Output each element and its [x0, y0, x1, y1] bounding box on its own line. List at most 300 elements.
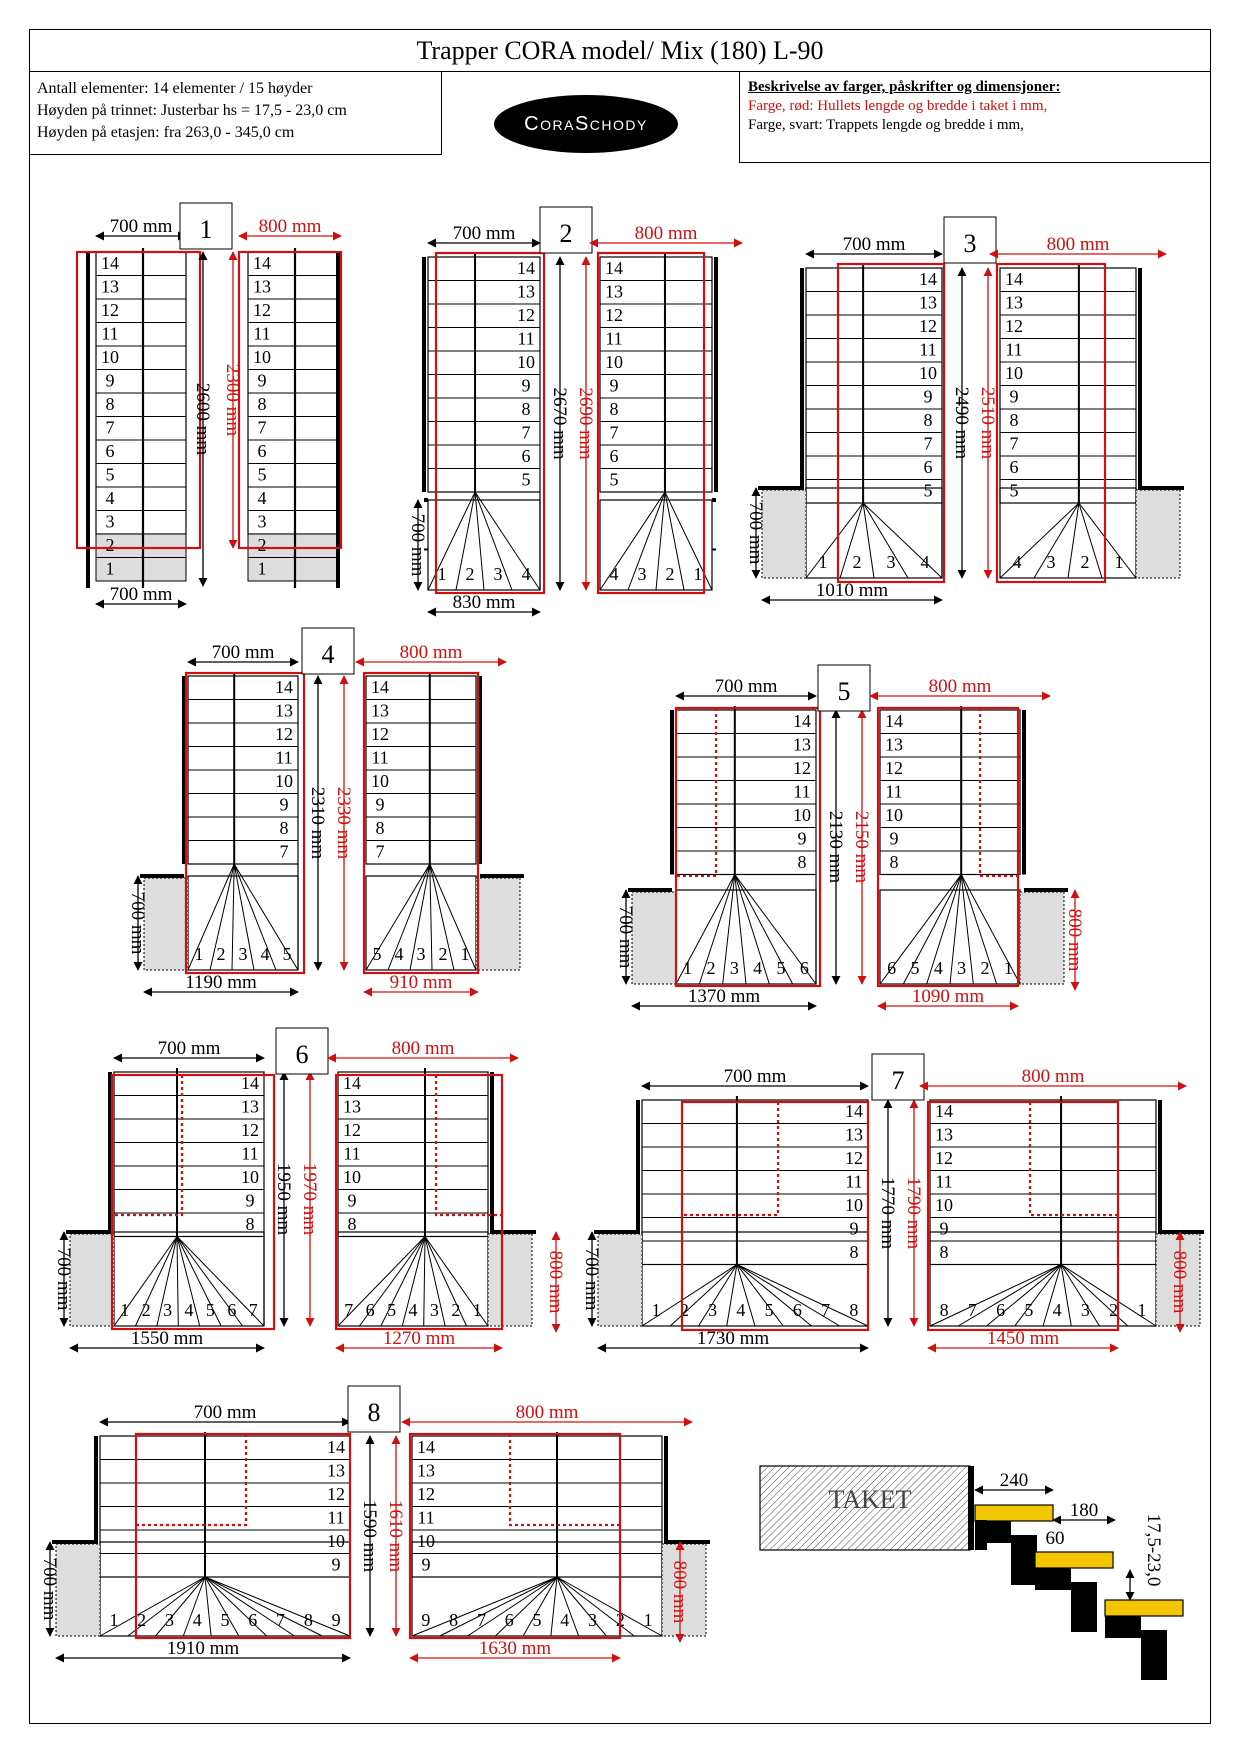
m3-b-winder	[1068, 503, 1079, 578]
m7-b-column	[930, 1100, 1156, 1265]
model-4	[127, 628, 524, 993]
dim-180-text: 180	[1069, 1500, 1099, 1521]
m5-b-tread-5: 5	[910, 958, 920, 978]
m5-a-base	[676, 890, 816, 984]
m5-stair-w-text: 1370 mm	[687, 986, 761, 1007]
m5-hole-len-text: 2150 mm	[851, 810, 872, 884]
m4-a-tread-12: 12	[275, 723, 293, 744]
m5-a-tread-1: 1	[683, 958, 693, 978]
m1-a-tread-12: 12	[101, 299, 119, 320]
m6-a-tread-12: 12	[241, 1119, 259, 1140]
m8-a-tread-4: 4	[192, 1610, 202, 1630]
m3-a-tread-14: 14	[919, 268, 937, 289]
m6-a-tread-4: 4	[184, 1300, 194, 1320]
m8-b-tread-10: 10	[417, 1530, 435, 1551]
m8-a-tread-10: 10	[327, 1530, 345, 1551]
m8-hole-wb-text: 1630 mm	[478, 1638, 552, 1659]
m2-b-tread-14: 14	[605, 257, 623, 278]
m6-a-tread-10: 10	[241, 1166, 259, 1187]
m8-a-tread-14: 14	[327, 1436, 345, 1457]
m6-a-grey	[70, 1234, 114, 1326]
m5-number: 5	[837, 677, 851, 706]
m4-b-tread-13: 13	[371, 700, 389, 721]
m5-b-base	[880, 890, 1020, 984]
m6-a-tread-9: 9	[245, 1190, 255, 1211]
m7-a-tread-5: 5	[764, 1300, 774, 1320]
m1-a-tread-13: 13	[101, 276, 119, 297]
m1-b-tread-4: 4	[257, 487, 267, 508]
m4-number: 4	[321, 640, 335, 669]
m6-b-tread-2: 2	[451, 1300, 461, 1320]
m4-b-tread-1: 1	[460, 944, 470, 964]
m6-b-tread-1: 1	[472, 1300, 482, 1320]
m3-stair-w-text: 1010 mm	[815, 580, 889, 601]
m3-b-winder	[1034, 503, 1079, 578]
step-tread-1	[975, 1505, 1053, 1521]
m5-a-tread-10: 10	[793, 804, 811, 825]
m8-b-tread-6: 6	[504, 1610, 514, 1630]
m8-a-tread-1: 1	[109, 1610, 119, 1630]
m7-a-tread-13: 13	[845, 1124, 863, 1145]
step-tread-3	[1105, 1600, 1183, 1616]
m2-b-tread-2: 2	[665, 564, 675, 584]
m2-b-tread-10: 10	[605, 351, 623, 372]
m2-b-winder	[656, 492, 665, 590]
m8-hole-a-dotted	[136, 1434, 246, 1525]
m2-b-tread-5: 5	[609, 469, 619, 490]
m7-hole-w-text: 800 mm	[1021, 1066, 1085, 1087]
m3-a-tread-11: 11	[919, 339, 937, 360]
m1-b-tread-3: 3	[257, 511, 267, 532]
m2-a-tread-2: 2	[465, 564, 475, 584]
m4-a-tread-7: 7	[279, 841, 289, 862]
m5-a-tread-6: 6	[799, 958, 809, 978]
m2-b-tread-13: 13	[605, 281, 623, 302]
m1-b-tread-14: 14	[253, 252, 271, 273]
m1-b-tread-7: 7	[257, 417, 267, 438]
m6-b-tread-11: 11	[343, 1143, 361, 1164]
m6-b-tread-3: 3	[429, 1300, 439, 1320]
step-tread-2	[1035, 1552, 1113, 1568]
m6-a-tread-6: 6	[227, 1300, 237, 1320]
model-6	[53, 1028, 566, 1349]
m6-b-tread-12: 12	[343, 1119, 361, 1140]
m2-hole-w-text: 800 mm	[634, 223, 698, 244]
m3-b-tread-13: 13	[1005, 292, 1023, 313]
page-title: Trapper CORA model/ Mix (180) L-90	[29, 29, 1211, 72]
m2-a-tread-9: 9	[521, 375, 531, 396]
m7-a-tread-4: 4	[736, 1300, 746, 1320]
model-2	[407, 207, 742, 613]
m6-number: 6	[295, 1040, 309, 1069]
m6-side-700-text: 700 mm	[53, 1247, 74, 1311]
m7-stair-len-text: 1770 mm	[877, 1176, 898, 1250]
m8-b-tread-7: 7	[476, 1610, 486, 1630]
m2-hole-len-text: 2690 mm	[575, 387, 596, 460]
m5-b-tread-14: 14	[885, 710, 903, 731]
m3-a-tread-1: 1	[818, 552, 828, 572]
step-block-2	[1035, 1568, 1071, 1590]
m8-b-tread-8: 8	[449, 1610, 459, 1630]
m1-hole-len-text: 2300 mm	[222, 363, 243, 437]
m7-hole-len-text: 1790 mm	[903, 1176, 924, 1250]
m5-a-tread-4: 4	[753, 958, 763, 978]
m5-a-tread-5: 5	[776, 958, 786, 978]
m3-side-700-text: 700 mm	[745, 501, 766, 565]
m6-hole-wb-text: 1270 mm	[382, 1328, 456, 1349]
m8-b-tread-9: 9	[421, 1610, 431, 1630]
m5-b-tread-6: 6	[887, 958, 897, 978]
m8-hole-len-text: 1610 mm	[385, 1499, 406, 1573]
m1-a-tread-7: 7	[105, 417, 115, 438]
m3-b-tread-7: 7	[1009, 433, 1019, 454]
m4-a-tread-10: 10	[275, 770, 293, 791]
m4-stair-w-text: 1190 mm	[185, 972, 257, 993]
m5-b-tread-10: 10	[885, 804, 903, 825]
step-block-3	[1105, 1616, 1141, 1638]
m8-b-tread-13: 13	[417, 1460, 435, 1481]
m6-b-tread-4: 4	[408, 1300, 418, 1320]
legend-black: Farge, svart: Trappets lengde og bredde i mm,	[748, 117, 1024, 133]
m8-a-tread-6: 6	[248, 1610, 258, 1630]
m3-b-tread-8: 8	[1009, 409, 1019, 430]
m4-a-tread-1: 1	[194, 944, 204, 964]
m2-stair-len-text: 2670 mm	[549, 387, 570, 460]
m7-b-tread-1: 1	[1137, 1300, 1147, 1320]
m1-b-tread-9: 9	[257, 370, 267, 391]
m7-b-tread-2: 2	[1109, 1300, 1119, 1320]
m5-hole-w-text: 800 mm	[928, 676, 992, 697]
m6-stair-len-text: 1950 mm	[273, 1162, 294, 1236]
m3-hole-len-text: 2510 mm	[977, 386, 998, 460]
m5-b-tread-12: 12	[885, 757, 903, 778]
m8-hole-b-dotted	[510, 1434, 620, 1525]
m5-a-tread-14: 14	[793, 710, 811, 731]
m2-a-tread-7: 7	[521, 422, 531, 443]
m3-b-tread-9: 9	[1009, 386, 1019, 407]
m3-a-tread-4: 4	[920, 552, 930, 572]
m7-b-tread-12: 12	[935, 1147, 953, 1168]
m7-b-tread-4: 4	[1052, 1300, 1062, 1320]
m1-b-tread-2: 2	[257, 534, 267, 555]
m1-a-tread-1: 1	[105, 558, 115, 579]
m7-a-tread-3: 3	[708, 1300, 718, 1320]
dim-240-text: 240	[999, 1470, 1029, 1491]
m8-top-w-text: 700 mm	[193, 1402, 257, 1423]
m8-a-tread-5: 5	[220, 1610, 230, 1630]
m4-b-tread-11: 11	[371, 747, 389, 768]
m4-a-grey	[144, 878, 188, 970]
m4-b-grey	[476, 878, 520, 970]
model-7	[581, 1054, 1204, 1349]
m7-b-tread-11: 11	[935, 1171, 953, 1192]
m2-b-tread-12: 12	[605, 304, 623, 325]
m2-a-tread-11: 11	[517, 328, 535, 349]
m7-a-tread-8: 8	[849, 1241, 859, 1262]
m3-a-grey	[762, 490, 806, 578]
m5-side-800-text: 800 mm	[1064, 908, 1085, 972]
m6-a-tread-2: 2	[141, 1300, 151, 1320]
info-step-height: Høyden på trinnet: Justerbar hs = 17,5 - 23,0 cm	[37, 102, 347, 119]
m2-b-tread-7: 7	[609, 422, 619, 443]
m1-a-tread-9: 9	[105, 370, 115, 391]
m3-hole-w-text: 800 mm	[1046, 234, 1110, 255]
m7-hole-a-dotted	[682, 1102, 778, 1215]
m3-a-tread-12: 12	[919, 315, 937, 336]
m2-b-tread-11: 11	[605, 328, 623, 349]
step-post-1	[1011, 1535, 1037, 1585]
m6-b-winder	[424, 1237, 425, 1327]
m8-a-tread-7: 7	[276, 1610, 286, 1630]
m4-hole-wb-text: 910 mm	[389, 972, 453, 993]
m5-a-tread-12: 12	[793, 757, 811, 778]
m2-a-tread-8: 8	[521, 398, 531, 419]
m5-a-tread-3: 3	[729, 958, 739, 978]
m8-a-tread-11: 11	[327, 1507, 345, 1528]
m2-a-tread-6: 6	[521, 445, 531, 466]
m4-b-tread-10: 10	[371, 770, 389, 791]
m3-a-tread-3: 3	[886, 552, 896, 572]
m7-b-tread-3: 3	[1080, 1300, 1090, 1320]
step-post-2	[1071, 1582, 1097, 1632]
m8-a-winder	[205, 1577, 267, 1636]
m1-a-tread-10: 10	[101, 346, 119, 367]
m3-b-tread-10: 10	[1005, 362, 1023, 383]
m1-a-tread-11: 11	[101, 323, 119, 344]
m5-side-700-text: 700 mm	[615, 905, 636, 969]
m8-side-800-text: 800 mm	[669, 1560, 690, 1624]
m7-b-tread-14: 14	[935, 1100, 953, 1121]
m7-a-tread-11: 11	[845, 1171, 863, 1192]
m7-b-tread-6: 6	[996, 1300, 1006, 1320]
m6-hole-len-text: 1970 mm	[299, 1162, 320, 1236]
m8-number: 8	[367, 1398, 381, 1427]
m5-b-tread-2: 2	[980, 958, 990, 978]
m5-b-tread-4: 4	[933, 958, 943, 978]
m4-a-tread-5: 5	[282, 944, 292, 964]
m3-b-tread-2: 2	[1080, 552, 1090, 572]
m5-b-tread-13: 13	[885, 734, 903, 755]
m4-b-tread-4: 4	[394, 944, 404, 964]
m4-a-tread-2: 2	[216, 944, 226, 964]
m4-b-tread-14: 14	[371, 676, 389, 697]
m1-a-tread-5: 5	[105, 464, 115, 485]
m3-b-tread-4: 4	[1012, 552, 1022, 572]
dim-height-text: 17,5-23,0	[1143, 1513, 1164, 1587]
m7-a-winder	[737, 1265, 868, 1327]
m7-a-tread-14: 14	[845, 1100, 863, 1121]
m7-a-tread-12: 12	[845, 1147, 863, 1168]
m8-b-tread-4: 4	[560, 1610, 570, 1630]
m3-top-w-text: 700 mm	[842, 234, 906, 255]
m1-b-tread-12: 12	[253, 299, 271, 320]
m4-b-tread-8: 8	[375, 817, 385, 838]
m4-b-tread-9: 9	[375, 794, 385, 815]
m1-b-tread-5: 5	[257, 464, 267, 485]
m8-b-tread-5: 5	[532, 1610, 542, 1630]
m8-b-tread-12: 12	[417, 1483, 435, 1504]
m6-side-800-text: 800 mm	[545, 1250, 566, 1314]
m1-b-tread-1: 1	[257, 558, 267, 579]
m8-hole-b	[410, 1434, 620, 1638]
m7-a-tread-6: 6	[792, 1300, 802, 1320]
m5-b-tread-9: 9	[889, 828, 899, 849]
m2-b-tread-1: 1	[693, 564, 703, 584]
m6-a-tread-3: 3	[163, 1300, 173, 1320]
m8-stair-w-text: 1910 mm	[166, 1638, 240, 1659]
m2-a-tread-10: 10	[517, 351, 535, 372]
m3-a-tread-8: 8	[923, 409, 933, 430]
m1-a-tread-8: 8	[105, 393, 115, 414]
m5-a-tread-9: 9	[797, 828, 807, 849]
m6-b-tread-5: 5	[387, 1300, 397, 1320]
m5-b-grey	[1020, 892, 1064, 984]
m3-b-grey	[1136, 490, 1180, 578]
m2-a-tread-5: 5	[521, 469, 531, 490]
m5-b-tread-1: 1	[1003, 958, 1013, 978]
m7-a-tread-2: 2	[679, 1300, 689, 1320]
m6-a-winder	[177, 1237, 178, 1327]
m7-side-800-text: 800 mm	[1169, 1250, 1190, 1314]
ceiling-label: TAKET	[828, 1485, 912, 1514]
m4-a-tread-14: 14	[275, 676, 293, 697]
m6-b-tread-8: 8	[347, 1213, 357, 1234]
m7-b-tread-10: 10	[935, 1194, 953, 1215]
m6-top-w-text: 700 mm	[157, 1038, 221, 1059]
m6-a-tread-14: 14	[241, 1072, 259, 1093]
m1-top-w-text: 700 mm	[109, 216, 173, 237]
m6-a-tread-1: 1	[120, 1300, 130, 1320]
m4-side-700-text: 700 mm	[127, 891, 148, 955]
m3-b-tread-3: 3	[1046, 552, 1056, 572]
m3-a-tread-9: 9	[923, 386, 933, 407]
m8-a-tread-3: 3	[164, 1610, 174, 1630]
m4-b-tread-2: 2	[438, 944, 448, 964]
m1-stair-len-text: 2600 mm	[192, 382, 213, 456]
m6-b-tread-13: 13	[343, 1096, 361, 1117]
m1-b-tread-10: 10	[253, 346, 271, 367]
m7-a-column	[642, 1100, 868, 1265]
m4-stair-len-text: 2310 mm	[307, 786, 328, 860]
m8-stair-len-text: 1590 mm	[359, 1499, 380, 1573]
m7-a-tread-7: 7	[821, 1300, 831, 1320]
m2-a-tread-14: 14	[517, 257, 535, 278]
m4-top-w-text: 700 mm	[211, 642, 275, 663]
m3-stair-len-text: 2490 mm	[951, 386, 972, 460]
m4-a-tread-11: 11	[275, 747, 293, 768]
m3-a-tread-10: 10	[919, 362, 937, 383]
m6-b-grey	[488, 1234, 532, 1326]
m3-number: 3	[963, 229, 977, 258]
m1-a-tread-4: 4	[105, 487, 115, 508]
m8-b-tread-2: 2	[615, 1610, 625, 1630]
m8-a-tread-12: 12	[327, 1483, 345, 1504]
m5-a-tread-2: 2	[706, 958, 716, 978]
m6-b-tread-7: 7	[344, 1300, 354, 1320]
m1-a-tread-6: 6	[105, 440, 115, 461]
m7-top-w-text: 700 mm	[723, 1066, 787, 1087]
m4-b-winder	[430, 864, 432, 970]
m2-a-tread-4: 4	[521, 564, 531, 584]
m7-stair-w-text: 1730 mm	[696, 1328, 770, 1349]
m6-b-tread-6: 6	[365, 1300, 375, 1320]
m8-a-tread-9: 9	[331, 1610, 341, 1630]
m7-number: 7	[891, 1066, 905, 1095]
m8-side-700-text: 700 mm	[39, 1557, 60, 1621]
m1-b-tread-6: 6	[257, 440, 267, 461]
model-1	[77, 203, 341, 605]
legend-title: Beskrivelse av farger, påskrifter og dimensjoner:	[748, 79, 1061, 95]
m6-a-tread-8: 8	[245, 1213, 255, 1234]
m7-hole-wb-text: 1450 mm	[986, 1328, 1060, 1349]
m5-a-tread-8: 8	[797, 851, 807, 872]
m3-b-tread-1: 1	[1114, 552, 1124, 572]
m6-a-tread-5: 5	[205, 1300, 215, 1320]
m2-a-tread-12: 12	[517, 304, 535, 325]
m3-a-tread-13: 13	[919, 292, 937, 313]
m2-number: 2	[559, 219, 573, 248]
m2-b-tread-4: 4	[609, 564, 619, 584]
m4-a-tread-4: 4	[260, 944, 270, 964]
m7-b-tread-8: 8	[939, 1241, 949, 1262]
ceiling-edge	[968, 1466, 974, 1550]
m7-a-tread-9: 9	[849, 1218, 859, 1239]
m3-a-winder	[863, 503, 942, 578]
legend-red: Farge, rød: Hullets lengde og bredde i taket i mm,	[748, 98, 1048, 114]
m5-a-tread-11: 11	[793, 781, 811, 802]
info-elements: Antall elementer: 14 elementer / 15 høyder	[37, 80, 313, 97]
m1-a-tread-3: 3	[105, 511, 115, 532]
m8-hole-a	[136, 1434, 350, 1638]
m5-stair-len-text: 2130 mm	[825, 810, 846, 884]
m6-stair-w-text: 1550 mm	[130, 1328, 204, 1349]
m5-a-grey	[632, 892, 676, 984]
m4-a-tread-8: 8	[279, 817, 289, 838]
m5-a-tread-13: 13	[793, 734, 811, 755]
m2-b-tread-6: 6	[609, 445, 619, 466]
m2-b-tread-3: 3	[637, 564, 647, 584]
m6-b-tread-9: 9	[347, 1190, 357, 1211]
m1-a-tread-14: 14	[101, 252, 119, 273]
m8-a-tread-8: 8	[303, 1610, 313, 1630]
m1-b-tread-13: 13	[253, 276, 271, 297]
m2-b-tread-8: 8	[609, 398, 619, 419]
m4-a-winder	[232, 864, 234, 970]
m4-b-tread-5: 5	[372, 944, 382, 964]
m2-top-w-text: 700 mm	[452, 223, 516, 244]
m7-a-grey	[598, 1234, 642, 1326]
m6-hole-w-text: 800 mm	[391, 1038, 455, 1059]
m3-a-tread-2: 2	[852, 552, 862, 572]
model-5	[615, 665, 1085, 1007]
m6-b-tread-14: 14	[343, 1072, 361, 1093]
m4-a-tread-3: 3	[238, 944, 248, 964]
m2-stair-w-text: 830 mm	[452, 592, 516, 613]
m8-a-tread-9: 9	[331, 1554, 341, 1575]
m1-a-tread-2: 2	[105, 534, 115, 555]
info-floor-height: Høyden på etasjen: fra 263,0 - 345,0 cm	[37, 124, 295, 141]
m6-a-tread-13: 13	[241, 1096, 259, 1117]
m2-a-tread-13: 13	[517, 281, 535, 302]
step-detail	[760, 1466, 1183, 1680]
model-8	[39, 1386, 710, 1659]
step-post-3	[1141, 1630, 1167, 1680]
m7-b-tread-13: 13	[935, 1124, 953, 1145]
m7-b-tread-5: 5	[1024, 1300, 1034, 1320]
m3-a-winder	[863, 503, 874, 578]
m5-hole-wb-text: 1090 mm	[911, 986, 985, 1007]
m1-b-tread-8: 8	[257, 393, 267, 414]
